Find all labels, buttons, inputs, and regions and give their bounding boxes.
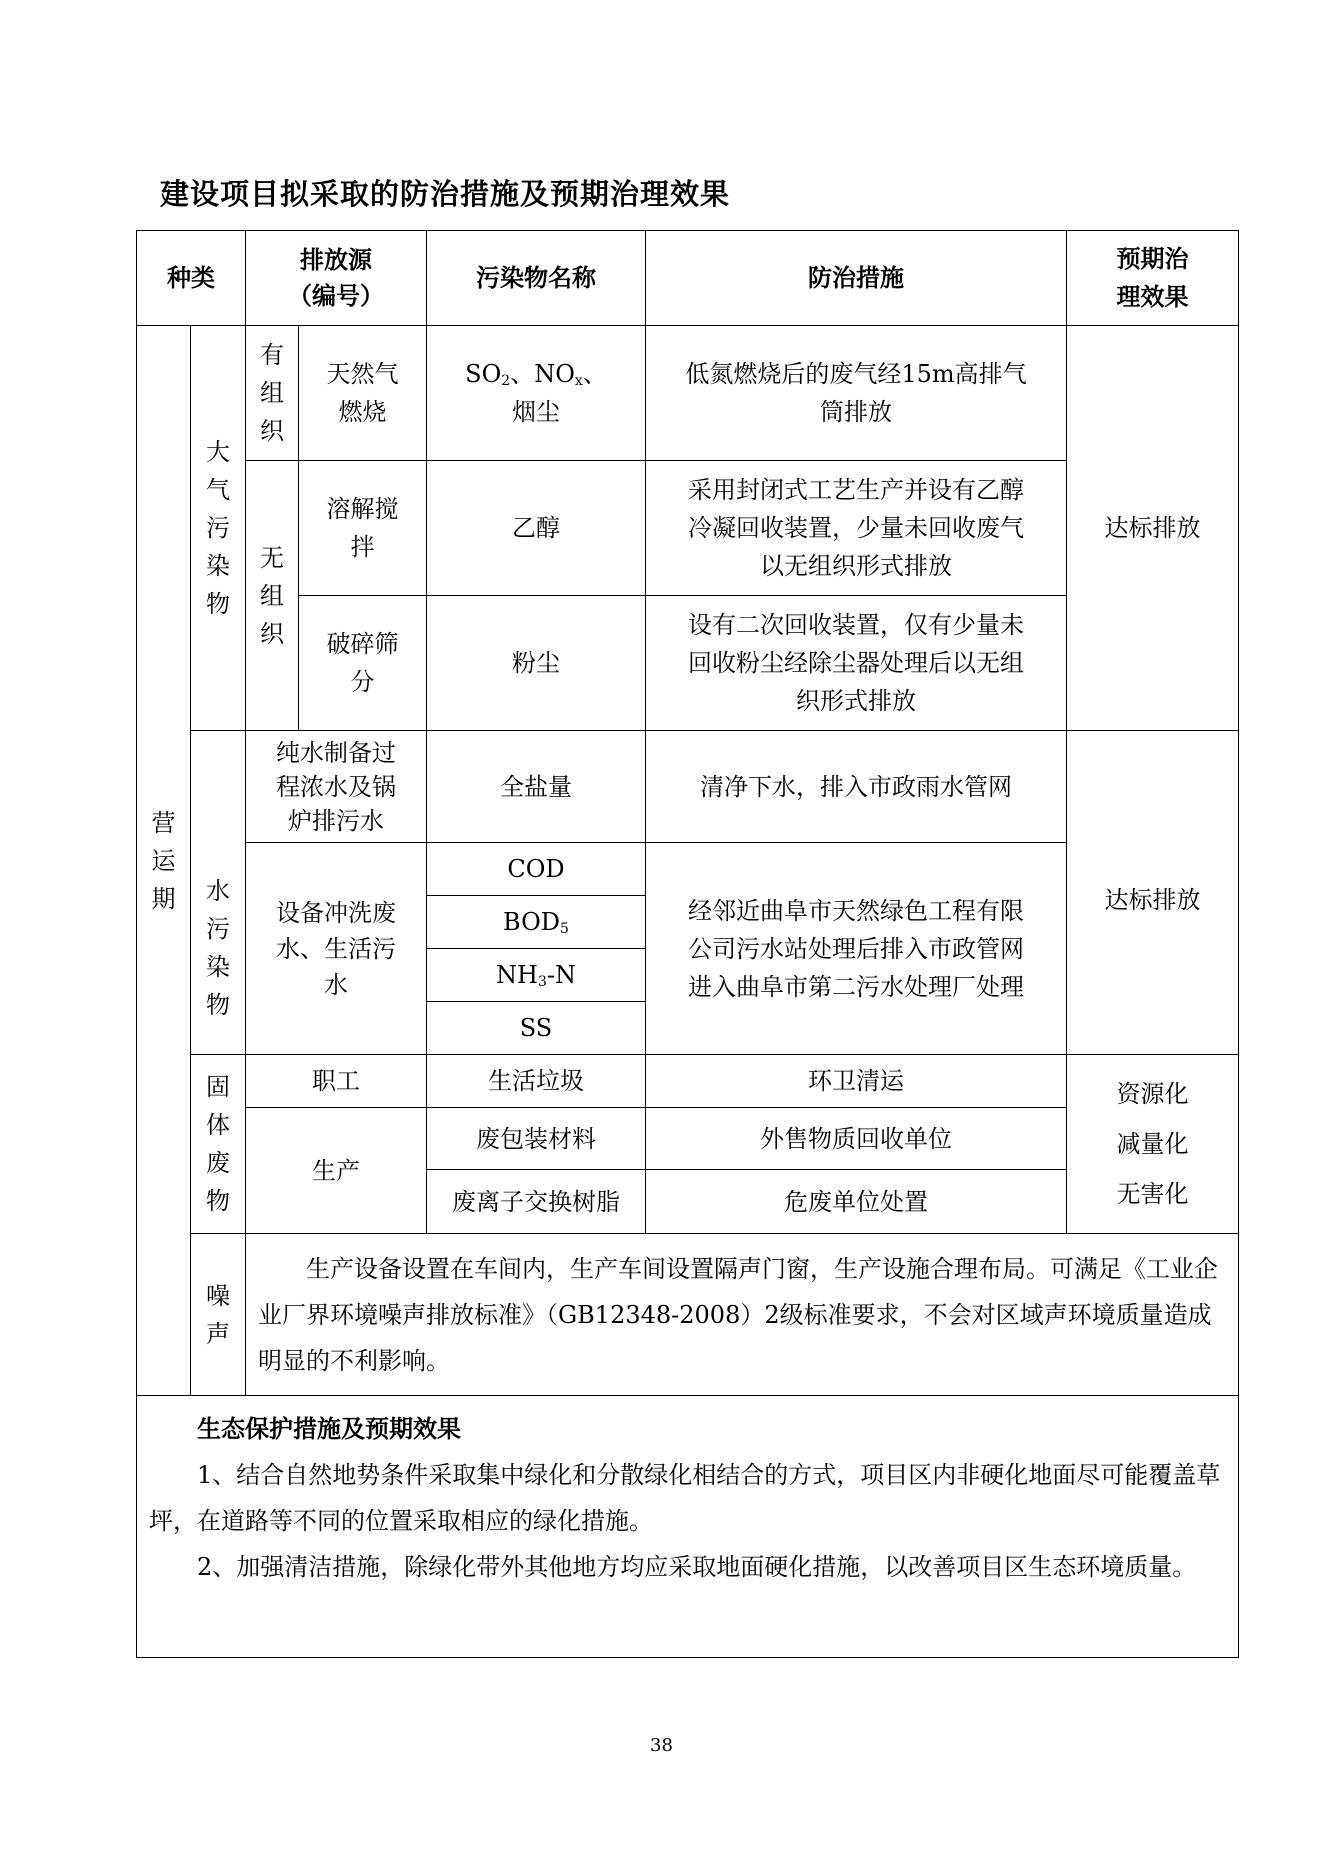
air-unorganized xyxy=(246,461,299,731)
noise-category xyxy=(191,1234,246,1396)
water-source-2 xyxy=(246,843,427,1055)
water-effect xyxy=(1067,731,1239,1055)
water-pollutant-cod-text: COD xyxy=(507,855,565,883)
solid-effect-text: 资源化 减量化 无害化 xyxy=(1116,1080,1189,1208)
header-effect xyxy=(1067,231,1239,326)
air-measure-1 xyxy=(646,326,1067,461)
air-organized-label: 有 组 织 xyxy=(260,341,284,445)
water-category xyxy=(191,843,246,1055)
eco-paragraph-2: 2、加强清洁措施，除绿化带外其他地方均应采取地面硬化措施，以改善项目区生态环境质量。 xyxy=(197,1553,1197,1581)
solid-measure-1: 环卫清运 xyxy=(646,1055,1067,1108)
air-row-1 xyxy=(137,326,1239,461)
water-effect-text: 达标排放 xyxy=(1104,886,1201,914)
water-source-1 xyxy=(246,731,427,843)
solid-row-1 xyxy=(137,1055,1239,1108)
solid-source-1: 职工 xyxy=(246,1055,427,1108)
header-effect-text: 预期治 理效果 xyxy=(1116,245,1189,311)
water-category-top xyxy=(191,731,246,843)
air-measure-3 xyxy=(646,596,1067,731)
air-category-label: 大 气 污 染 物 xyxy=(206,438,230,618)
air-unorganized-label: 无 组 织 xyxy=(260,543,284,648)
air-measure-1-text: 低氮燃烧后的废气经15m高排气 筒排放 xyxy=(685,360,1027,426)
period-cell xyxy=(137,326,191,1396)
air-measure-3-text: 设有二次回收装置，仅有少量未 回收粉尘经除尘器处理后以无组 织形式排放 xyxy=(688,611,1024,715)
air-effect: 达标排放 xyxy=(1067,326,1239,731)
solid-category-label: 固 体 废 物 xyxy=(206,1073,230,1215)
eco-row xyxy=(137,1396,1239,1658)
air-source-1 xyxy=(299,326,427,461)
solid-effect xyxy=(1067,1055,1239,1234)
water-pollutant-cod xyxy=(427,843,645,896)
solid-measure-2: 外售物质回收单位 xyxy=(646,1108,1067,1170)
air-source-1-text: 天然气 燃烧 xyxy=(326,360,399,426)
air-measure-2-text: 采用封闭式工艺生产并设有乙醇 冷凝回收装置，少量未回收废气 以无组织形式排放 xyxy=(688,476,1024,580)
measures-table xyxy=(136,230,1239,1658)
air-pollutant-2: 乙醇 xyxy=(427,461,646,596)
air-source-3 xyxy=(299,596,427,731)
eco-paragraph-1: 1、结合自然地势条件采取集中绿化和分散绿化相结合的方式，项目区内非硬化地面尽可能覆盖草坪，在道路等不同的位置采取相应的绿化措施。 xyxy=(149,1461,1221,1535)
noise-paragraph: 生产设备设置在车间内，生产车间设置隔声门窗，生产设施合理布局。可满足《工业企业厂界环境噪声排放标准》（GB12348-2008）2级标准要求，不会对区域声环境质量造成明显的不利影响。 xyxy=(258,1254,1218,1375)
header-row xyxy=(137,231,1239,326)
solid-pollutant-1: 生活垃圾 xyxy=(427,1055,646,1108)
water-pollutant-1: 全盐量 xyxy=(427,731,646,843)
water-pollutant-ss xyxy=(427,1002,645,1054)
eco-heading: 生态保护措施及预期效果 xyxy=(197,1415,461,1443)
air-pollutant-1-dust: 烟尘 xyxy=(512,398,560,426)
solid-pollutant-2: 废包装材料 xyxy=(427,1108,646,1170)
page-number: 38 xyxy=(650,1735,673,1756)
air-source-2 xyxy=(299,461,427,596)
air-category xyxy=(191,326,246,731)
water-measure-2 xyxy=(646,843,1067,1055)
water-measure-2-text: 经邻近曲阜市天然绿色工程有限 公司污水站处理后排入市政管网 进入曲阜市第二污水处理厂处理 xyxy=(688,896,1024,1001)
air-source-3-text: 破碎筛 分 xyxy=(326,630,399,696)
eco-section xyxy=(137,1396,1239,1658)
solid-source-2: 生产 xyxy=(246,1108,427,1234)
solid-measure-3: 危废单位处置 xyxy=(646,1170,1067,1234)
air-measure-2 xyxy=(646,461,1067,596)
noise-category-label: 噪 声 xyxy=(206,1281,230,1348)
header-measures: 防治措施 xyxy=(646,231,1067,326)
water-pollutant-nh3n: $NH_3-N$ xyxy=(427,949,645,1002)
water-pollutant-ss-text: SS xyxy=(519,1014,553,1042)
water-pollutant-bod: $BOD_5$ xyxy=(427,896,645,949)
header-pollutant: 污染物名称 xyxy=(427,231,646,326)
header-type: 种类 xyxy=(137,231,246,326)
water-pollutants xyxy=(427,843,646,1055)
noise-text xyxy=(246,1234,1239,1396)
water-measure-1: 清净下水，排入市政雨水管网 xyxy=(646,731,1067,843)
water-source-2-text: 设备冲洗废 水、生活污 水 xyxy=(276,898,396,999)
noise-row xyxy=(137,1234,1239,1396)
air-organized xyxy=(246,326,299,461)
water-source-1-text: 纯水制备过 程浓水及锅 炉排污水 xyxy=(276,738,396,835)
solid-pollutant-3: 废离子交换树脂 xyxy=(427,1170,646,1234)
air-pollutant-1: $SO_2$、$NO_x$、 烟尘 xyxy=(427,326,646,461)
header-source-text: 排放源 （编号） xyxy=(288,246,384,310)
solid-category xyxy=(191,1055,246,1234)
period-label: 营 运 期 xyxy=(151,808,176,913)
air-source-2-text: 溶解搅 拌 xyxy=(326,495,399,561)
air-pollutant-3: 粉尘 xyxy=(427,596,646,731)
header-source xyxy=(246,231,427,326)
water-category-label: 水 污 染 物 xyxy=(206,877,230,1020)
page-title: 建设项目拟采取的防治措施及预期治理效果 xyxy=(160,177,731,211)
water-row-1 xyxy=(137,731,1239,843)
